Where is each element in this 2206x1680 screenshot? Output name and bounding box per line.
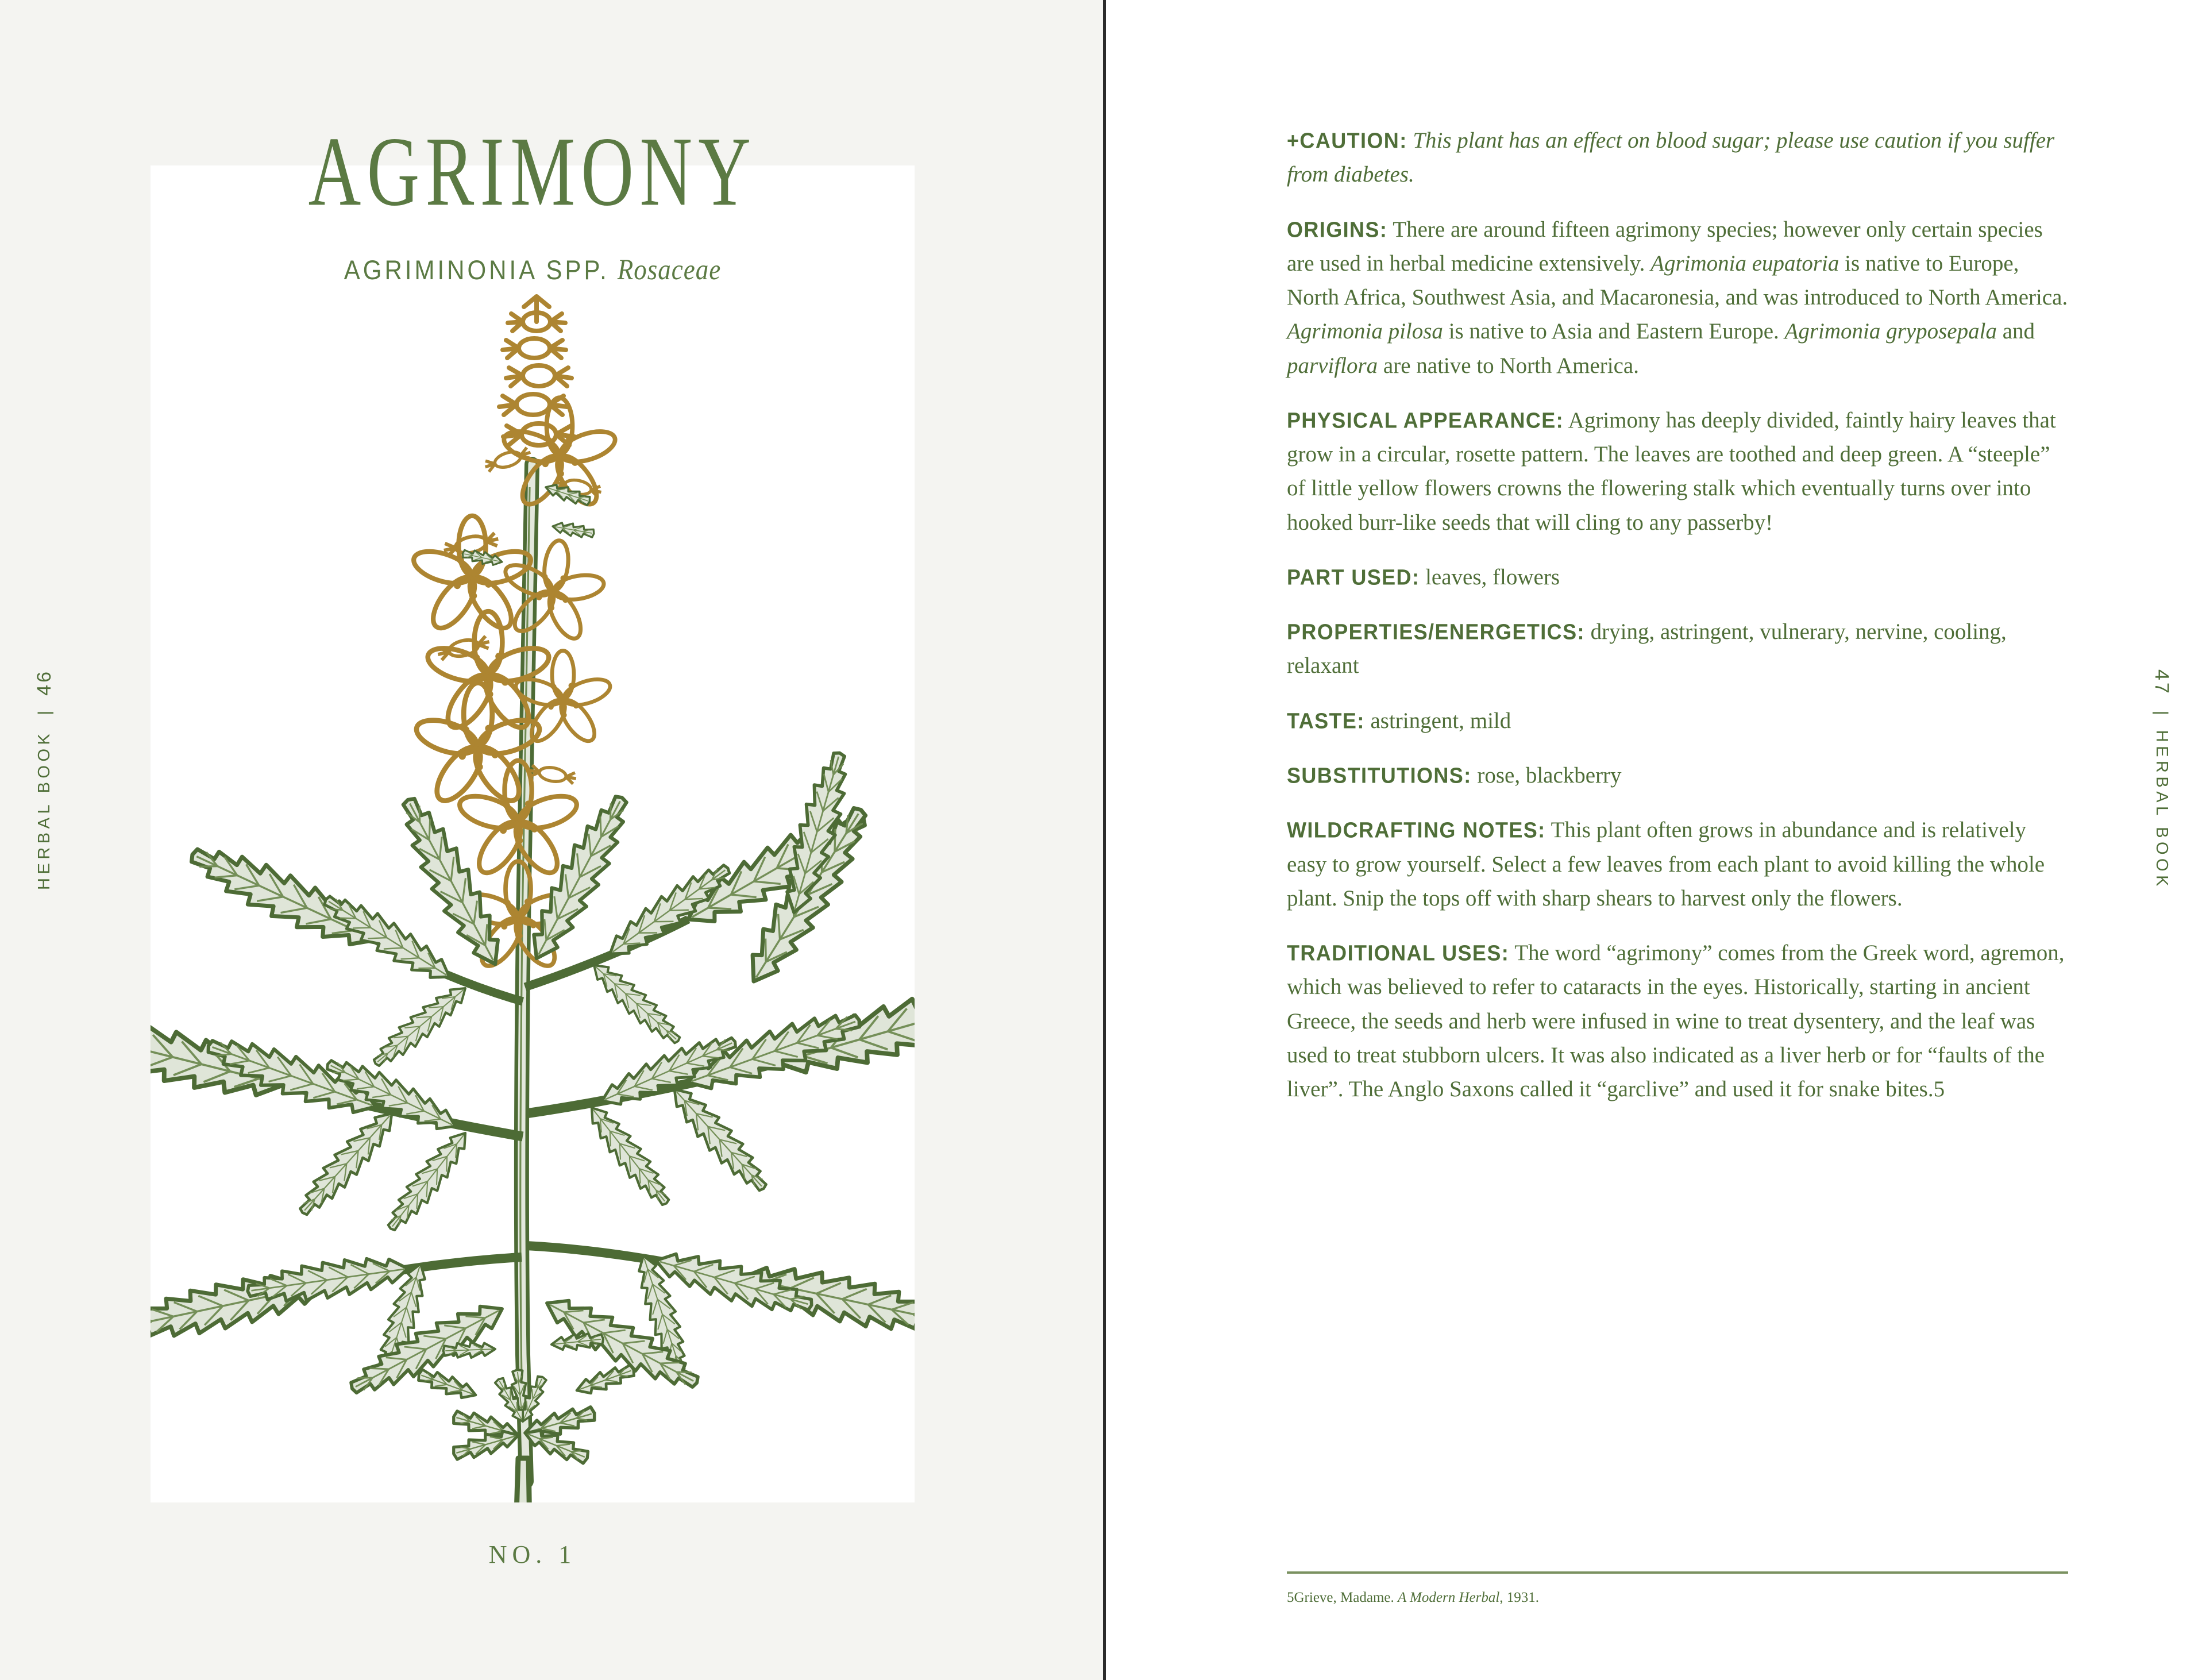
entry-wildcrafting-notes (1287, 813, 2068, 915)
right-page (1103, 0, 2206, 1680)
family-name: Rosaceae (617, 253, 722, 286)
entry-traditional-uses (1287, 936, 2068, 1106)
footnote-section (1287, 1571, 2068, 1608)
illustration-card (151, 117, 915, 1502)
entry-taste (1287, 704, 2068, 738)
entry-part-used (1287, 560, 2068, 594)
entry-label-properties-energetics: PROPERTIES/ENERGETICS: (1287, 619, 1585, 645)
entry-body-wildcrafting-notes: This plant often grows in abundance and is relatively easy to grow yourself. Select a few leaves from each plant to avoid killing the whole plant. Snip the tops off with sharp shears to harvest only the flowers. (1287, 818, 2045, 911)
entry-label-caution: +CAUTION: (1287, 128, 1407, 153)
agrimony-botanical-illustration (151, 165, 915, 1502)
entry-body-caution: This plant has an effect on blood sugar; please use caution if you suffer from diabetes. (1287, 128, 2055, 187)
footnote-text: 5Grieve, Madame. A Modern Herbal, 1931. (1287, 1590, 1540, 1605)
entry-caution (1287, 124, 2068, 192)
entry-physical-appearance (1287, 403, 2068, 540)
entry-body-part-used: leaves, flowers (1425, 564, 1560, 589)
entry-origins (1287, 213, 2068, 383)
entry-body-taste: astringent, mild (1370, 708, 1511, 733)
entry-label-origins: ORIGINS: (1287, 217, 1388, 242)
left-rail-separator: | (34, 710, 54, 715)
entry-substitutions (1287, 758, 2068, 792)
entry-body-properties-energetics: drying, astringent, vulnerary, nervine, cooling, relaxant (1287, 619, 2007, 679)
right-page-marginalia (2150, 669, 2173, 890)
entry-label-traditional-uses: TRADITIONAL USES: (1287, 940, 1510, 966)
entry-label-physical-appearance: PHYSICAL APPEARANCE: (1287, 407, 1564, 433)
entry-label-taste: TASTE: (1287, 708, 1365, 733)
leaf-group-lower (151, 1243, 915, 1405)
entry-label-wildcrafting-notes: WILDCRAFTING NOTES: (1287, 817, 1546, 843)
entry-body-origins: There are around fifteen agrimony species; however only certain species are used in herbal medicine extensively. Agrimonia eupatoria is native to Europe, North Africa, Southwest Asia, and Macaronesia, and was introduced to North America. Agrimonia pilosa is native to Asia and Eastern Europe. Agrimonia gryposepala and parviflora are native to North America. (1287, 217, 2068, 378)
entry-column (1287, 124, 2068, 1127)
entry-properties-energetics (1287, 615, 2068, 683)
entry-label-part-used: PART USED: (1287, 564, 1420, 590)
plate-caption: NO. 1 (488, 1540, 577, 1569)
right-page-number: 47 (2151, 669, 2173, 696)
left-page-marginalia (33, 669, 56, 890)
left-rail-label: HERBAL BOOK (35, 730, 53, 890)
entry-body-traditional-uses: The word “agrimony” comes from the Greek word, agremon, which was believed to refer to cataracts in the eyes. Historically, starting in ancient Greece, the seeds and herb were infused in wine to treat dysentery, and the leaf was used to treat stubborn ulcers. It was also indicated as a liver herb or for “faults of the liver”. The Anglo Saxons called it “garclive” and used it for snake bites.5 (1287, 941, 2065, 1102)
right-rail-label: HERBAL BOOK (2153, 730, 2171, 890)
entry-body-physical-appearance: Agrimony has deeply divided, faintly hairy leaves that grow in a circular, rosette pattern. The leaves are toothed and deep green. A “steeple” of little yellow flowers crowns the flowering stalk which eventually turns over into hooked burr-like seeds that will cling to any passerby! (1287, 407, 2056, 535)
page-title: AGRIMONY (308, 117, 757, 227)
right-rail-separator: | (2152, 710, 2172, 715)
species-name: AGRIMINONIA SPP. (344, 255, 610, 285)
footnote-divider (1287, 1571, 2068, 1574)
entry-label-substitutions: SUBSTITUTIONS: (1287, 762, 1472, 788)
left-page-number: 46 (33, 669, 55, 696)
entry-body-substitutions: rose, blackberry (1477, 762, 1622, 788)
